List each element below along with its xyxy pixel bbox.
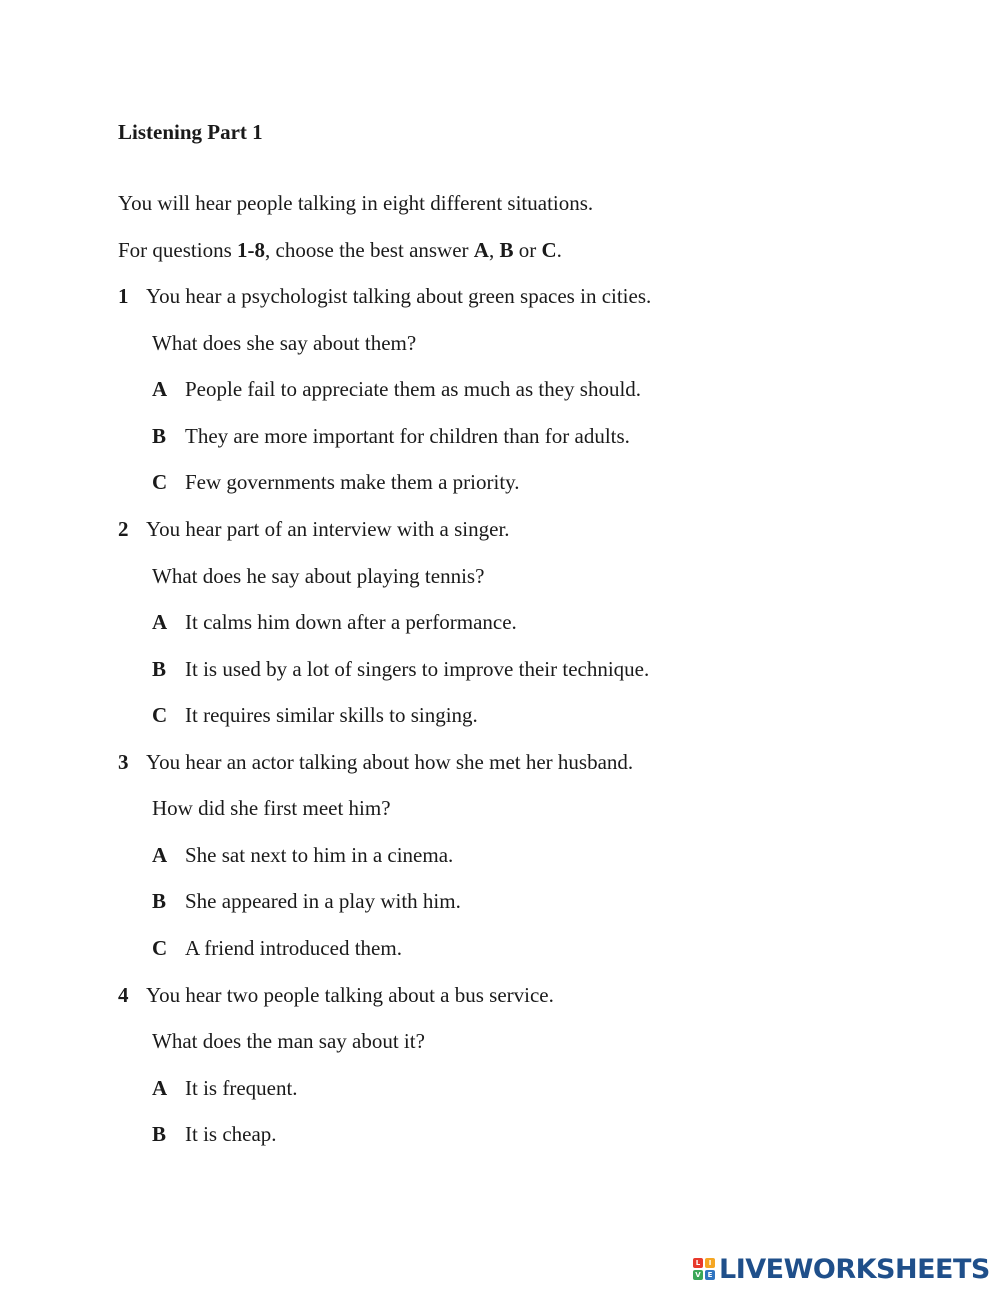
question-4-option-a[interactable] — [152, 1074, 298, 1102]
instruction-text — [118, 236, 562, 264]
question-1-text: What does she say about them? — [152, 331, 417, 355]
question-2-option-a[interactable] — [152, 608, 517, 636]
question-number: 1 — [118, 284, 129, 308]
option-letter: B — [152, 1122, 167, 1146]
logo-block: I — [705, 1258, 715, 1268]
option-letter: C — [152, 703, 168, 727]
liveworksheets-logo — [693, 1252, 990, 1286]
logo-block: L — [693, 1258, 703, 1268]
question-3-option-a[interactable] — [152, 841, 453, 869]
option-text: It is used by a lot of singers to improve their technique. — [185, 657, 650, 681]
option-letter: B — [152, 657, 167, 681]
logo-blocks-icon — [693, 1258, 715, 1280]
question-3-option-c[interactable] — [152, 934, 402, 962]
instruction-end: . — [556, 238, 562, 262]
question-number: 3 — [118, 750, 129, 774]
question-3-option-b[interactable] — [152, 887, 461, 915]
question-2-text: What does he say about playing tennis? — [152, 564, 485, 588]
question-3-prompt — [118, 748, 633, 776]
question-number: 4 — [118, 983, 129, 1007]
logo-block: E — [705, 1270, 715, 1280]
option-letter: A — [152, 1076, 168, 1100]
option-letter: B — [152, 889, 167, 913]
instruction-option-c: C — [541, 238, 557, 262]
question-number: 2 — [118, 517, 129, 541]
logo-block: V — [693, 1270, 703, 1280]
instruction-comma: , — [488, 238, 500, 262]
logo-text: LIVEWORKSHEETS — [719, 1253, 990, 1285]
option-text: They are more important for children than for adults. — [185, 424, 630, 448]
question-prompt: You hear a psychologist talking about green spaces in cities. — [146, 284, 652, 308]
option-text: Few governments make them a priority. — [185, 470, 520, 494]
question-4-option-b[interactable] — [152, 1120, 277, 1148]
instruction-before: For questions — [118, 238, 238, 262]
option-text: A friend introduced them. — [185, 936, 402, 960]
question-2-prompt — [118, 515, 510, 543]
question-1-option-b[interactable] — [152, 422, 630, 450]
option-letter: A — [152, 843, 168, 867]
option-letter: A — [152, 610, 168, 634]
option-text: She sat next to him in a cinema. — [185, 843, 454, 867]
option-text: It calms him down after a performance. — [185, 610, 517, 634]
question-prompt: You hear two people talking about a bus service. — [146, 983, 554, 1007]
option-text: She appeared in a play with him. — [185, 889, 461, 913]
question-3-text: How did she first meet him? — [152, 796, 391, 820]
question-prompt: You hear an actor talking about how she met her husband. — [146, 750, 634, 774]
option-text: It is frequent. — [185, 1076, 298, 1100]
option-letter: C — [152, 936, 168, 960]
intro-text: You will hear people talking in eight different situations. — [118, 191, 594, 215]
instruction-or: or — [513, 238, 542, 262]
option-text: People fail to appreciate them as much as they should. — [185, 377, 642, 401]
question-4-text: What does the man say about it? — [152, 1029, 425, 1053]
question-1-option-c[interactable] — [152, 468, 520, 496]
page-title: Listening Part 1 — [118, 120, 263, 144]
question-prompt: You hear part of an interview with a singer. — [146, 517, 510, 541]
question-4-prompt — [118, 981, 554, 1009]
option-letter: A — [152, 377, 168, 401]
question-1-prompt — [118, 282, 651, 310]
option-text: It is cheap. — [185, 1122, 277, 1146]
option-text: It requires similar skills to singing. — [185, 703, 478, 727]
question-2-option-b[interactable] — [152, 655, 649, 683]
option-letter: B — [152, 424, 167, 448]
instruction-option-a: A — [473, 238, 489, 262]
instruction-range: 1-8 — [237, 238, 266, 262]
option-letter: C — [152, 470, 168, 494]
instruction-middle: , choose the best answer — [265, 238, 474, 262]
question-1-option-a[interactable] — [152, 375, 641, 403]
instruction-option-b: B — [499, 238, 514, 262]
question-2-option-c[interactable] — [152, 701, 478, 729]
